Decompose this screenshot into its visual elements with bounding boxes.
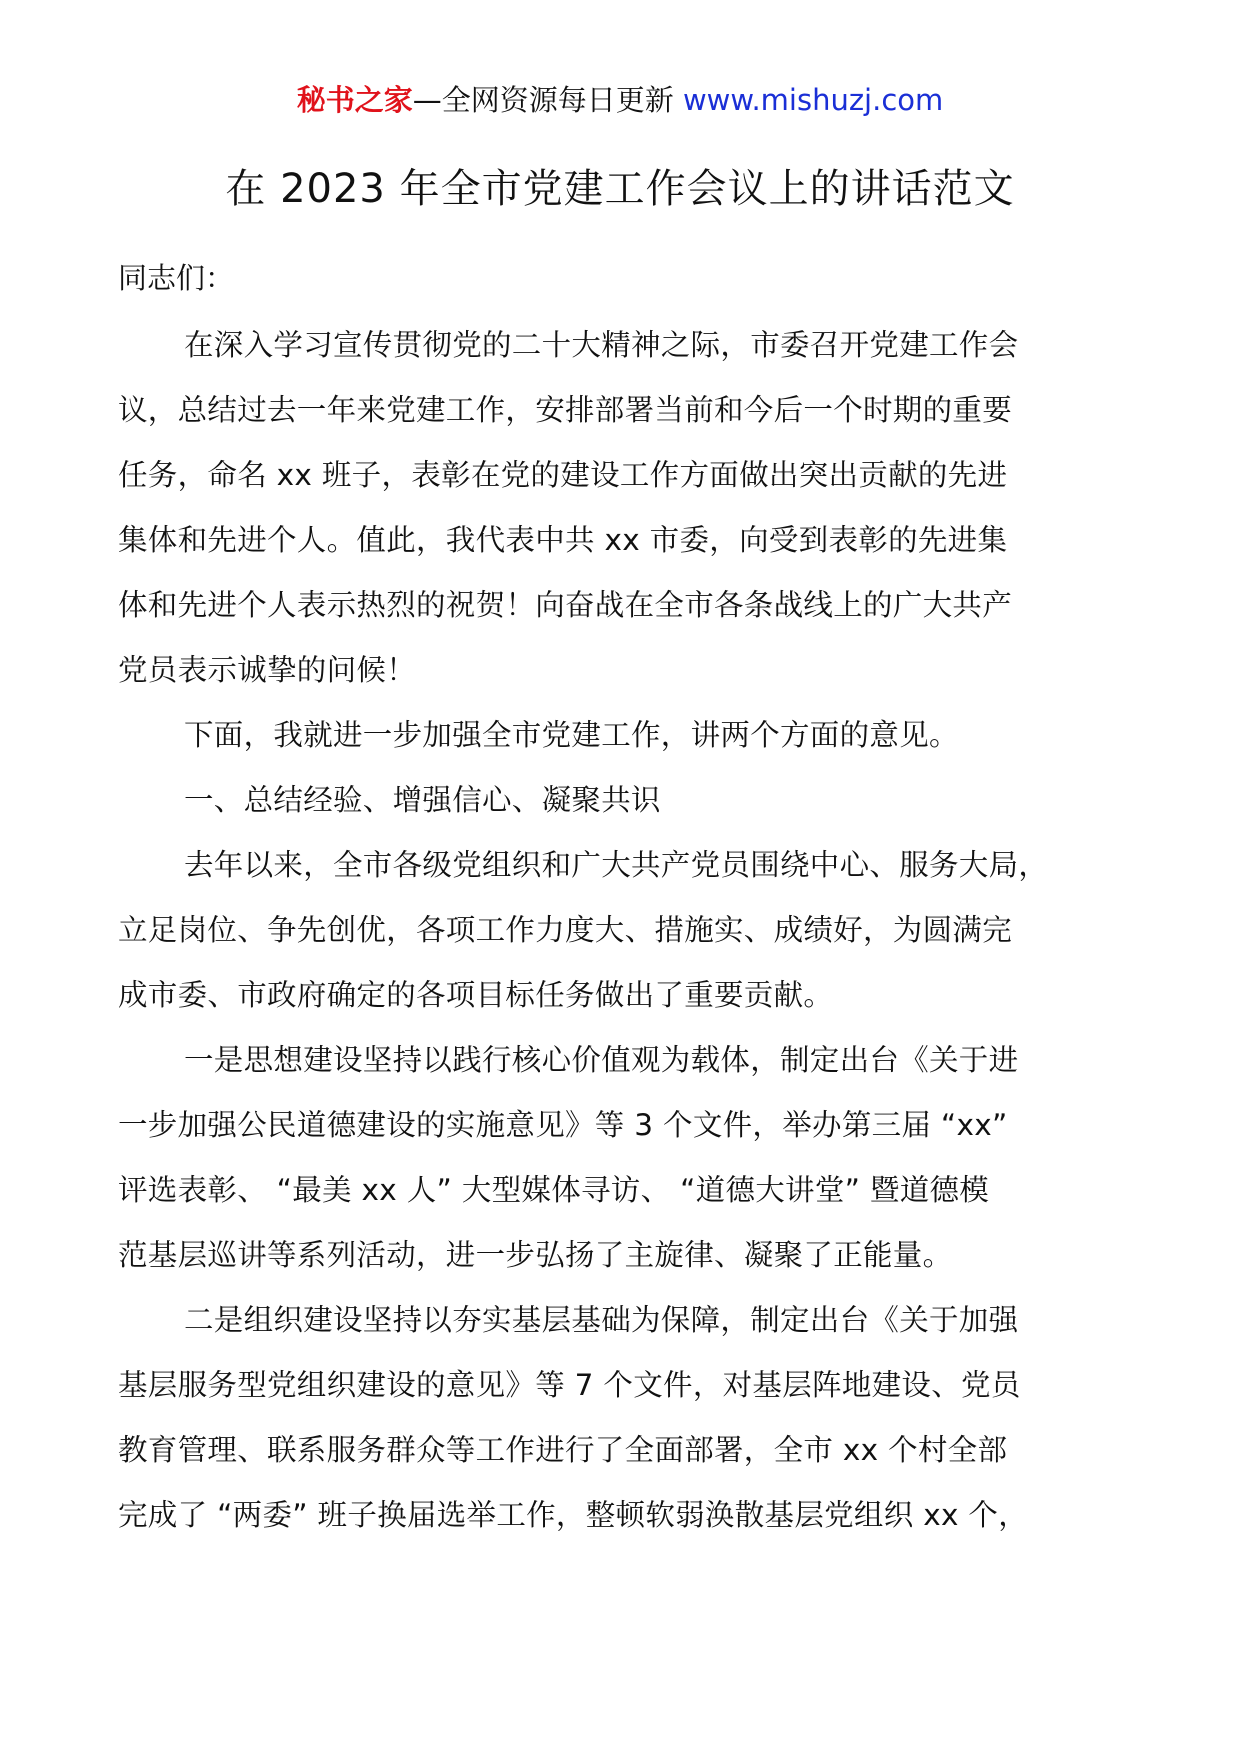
section-heading: 一、总结经验、增强信心、凝聚共识 [184,783,661,817]
document-title: 在 2023 年全市党建工作会议上的讲话范文 [225,166,1015,212]
text-line: 完成了 “两委” 班子换届选举工作，整顿软弱涣散基层党组织 xx 个， [118,1498,1028,1532]
text-line: 体和先进个人表示热烈的祝贺！向奋战在全市各条战线上的广大共产 [118,588,1013,622]
site-url-link[interactable]: www.mishuzj.com [682,83,944,117]
text-line: 二是组织建设坚持以夯实基层基础为保障，制定出台《关于加强 [184,1303,1019,1337]
header-tagline: —全网资源每日更新 [412,83,683,117]
text-line: 去年以来，全市各级党组织和广大共产党员围绕中心、服务大局， [184,848,1049,882]
text-line: 下面，我就进一步加强全市党建工作，讲两个方面的意见。 [184,718,959,752]
text-line: 集体和先进个人。值此，我代表中共 xx 市委，向受到表彰的先进集 [118,523,1008,557]
text-line: 评选表彰、 “最美 xx 人” 大型媒体寻访、 “道德大讲堂” 暨道德模 [118,1173,990,1207]
brand-name: 秘书之家 [296,83,413,117]
text-line: 基层服务型党组织建设的意见》等 7 个文件，对基层阵地建设、党员 [118,1368,1021,1402]
text-line: 一步加强公民道德建设的实施意见》等 3 个文件，举办第三届 “xx” [118,1108,1008,1142]
text-line: 议，总结过去一年来党建工作，安排部署当前和今后一个时期的重要 [118,393,1013,427]
text-line: 教育管理、联系服务群众等工作进行了全面部署，全市 xx 个村全部 [118,1433,1008,1467]
text-line: 立足岗位、争先创优，各项工作力度大、措施实、成绩好，为圆满完 [118,913,1013,947]
text-line: 范基层巡讲等系列活动，进一步弘扬了主旋律、凝聚了正能量。 [118,1238,953,1272]
site-header [0,80,1240,120]
text-line: 在深入学习宣传贯彻党的二十大精神之际，市委召开党建工作会 [184,328,1019,362]
document-body [118,249,1130,1548]
salutation: 同志们： [118,261,235,295]
text-line: 任务，命名 xx 班子，表彰在党的建设工作方面做出突出贡献的先进 [118,458,1008,492]
text-line: 成市委、市政府确定的各项目标任务做出了重要贡献。 [118,978,834,1012]
text-line: 党员表示诚挚的问候！ [118,653,417,687]
text-line: 一是思想建设坚持以践行核心价值观为载体，制定出台《关于进 [184,1043,1019,1077]
